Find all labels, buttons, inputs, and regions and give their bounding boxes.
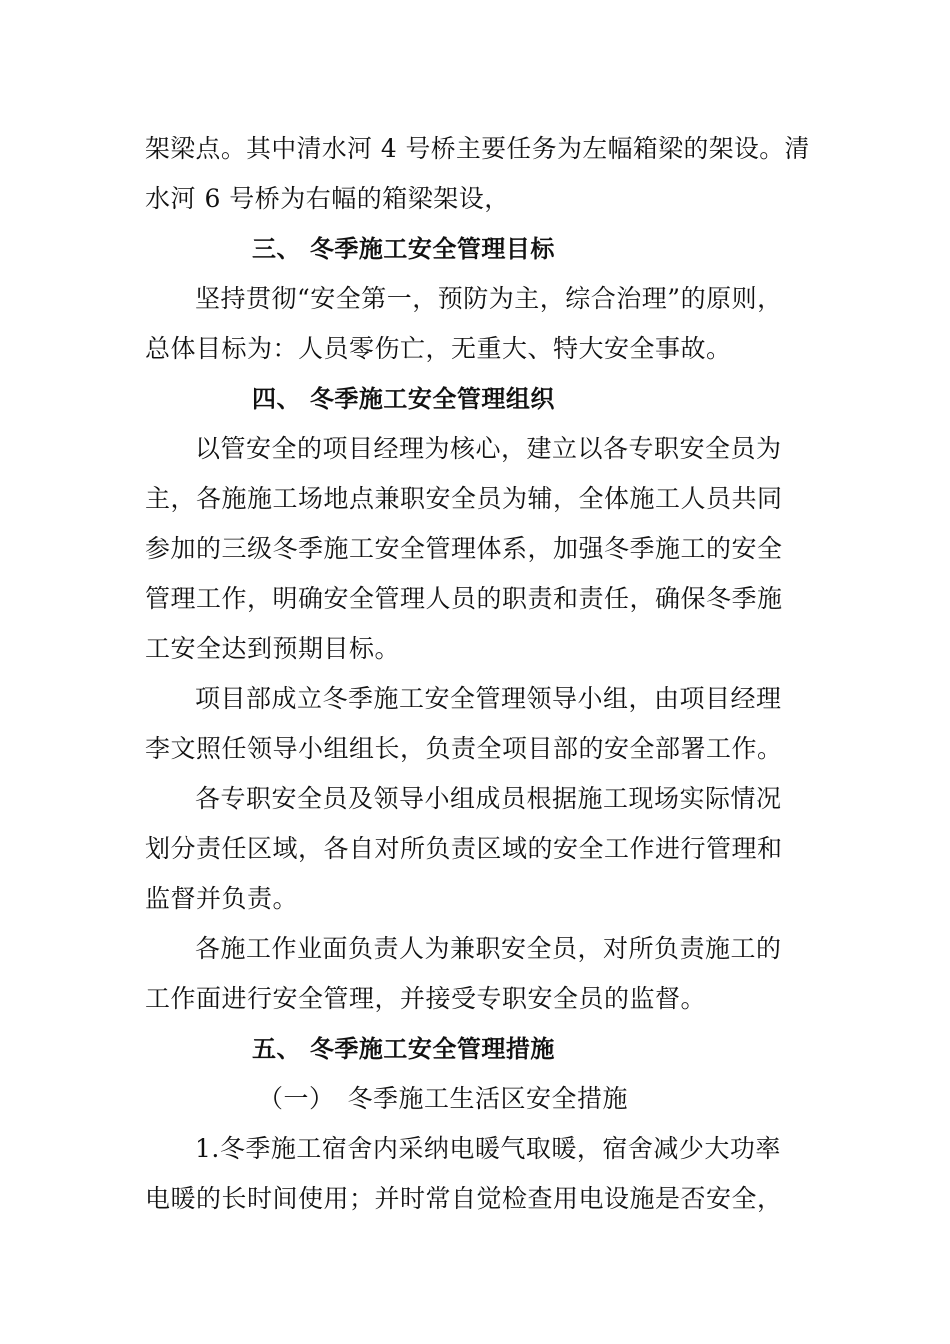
body-line: 水河 6 号桥为右幅的箱梁架设，	[145, 184, 510, 213]
body-line: 以管安全的项目经理为核心，建立以各专职安全员为	[195, 434, 782, 463]
body-line: 项目部成立冬季施工安全管理领导小组，由项目经理	[195, 684, 782, 713]
section-heading: 三、 冬季施工安全管理目标	[252, 235, 555, 263]
body-line: 参加的三级冬季施工安全管理体系，加强冬季施工的安全	[145, 534, 783, 563]
subsection-heading: （一） 冬季施工生活区安全措施	[258, 1084, 629, 1113]
body-line: 工安全达到预期目标。	[145, 634, 401, 663]
body-line: 主，各施施工场地点兼职安全员为辅，全体施工人员共同	[145, 484, 783, 513]
section-heading: 五、 冬季施工安全管理措施	[252, 1035, 555, 1063]
body-line: 总体目标为：人员零伤亡，无重大、特大安全事故。	[145, 334, 732, 363]
body-line: 监督并负责。	[145, 884, 299, 913]
body-line: 李文照任领导小组组长，负责全项目部的安全部署工作。	[145, 734, 783, 763]
body-line: 坚持贯彻“安全第一，预防为主，综合治理”的原则，	[195, 284, 783, 313]
body-line: 各专职安全员及领导小组成员根据施工现场实际情况	[195, 784, 782, 813]
body-line: 电暖的长时间使用；并时常自觉检查用电设施是否安全，	[145, 1184, 783, 1213]
body-line: 各施工作业面负责人为兼职安全员，对所负责施工的	[195, 934, 782, 963]
body-line: 1.冬季施工宿舍内采纳电暖气取暖，宿舍减少大功率	[195, 1134, 781, 1163]
body-line: 架梁点。其中清水河 4 号桥主要任务为左幅箱梁的架设。清	[145, 134, 810, 163]
body-line: 管理工作，明确安全管理人员的职责和责任，确保冬季施	[145, 584, 783, 613]
body-line: 工作面进行安全管理，并接受专职安全员的监督。	[145, 984, 707, 1013]
body-line: 划分责任区域，各自对所负责区域的安全工作进行管理和	[145, 834, 783, 863]
section-heading: 四、 冬季施工安全管理组织	[252, 385, 555, 413]
